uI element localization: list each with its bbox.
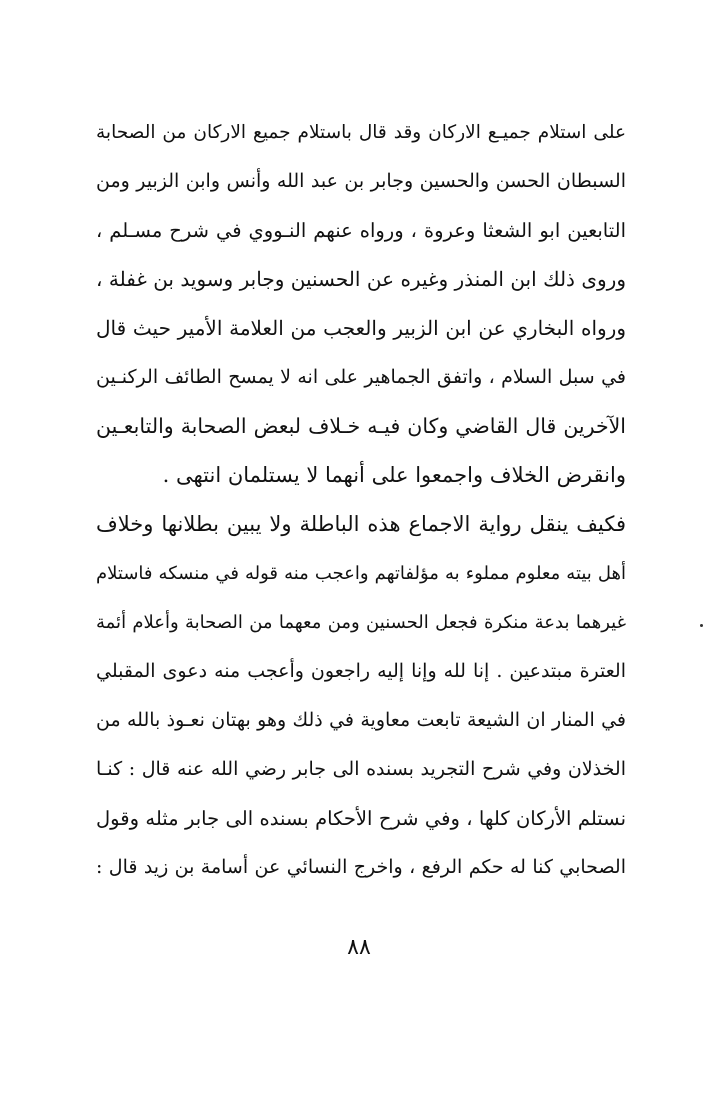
paragraph-2	[96, 500, 626, 892]
scan-speck	[700, 624, 703, 627]
text-line: السبطان الحسن والحسين وجابر بن عبد الله وأنس وابن الزبير ومن	[96, 170, 626, 192]
text-line: وروى ذلك ابن المنذر وغيره عن الحسنين وجابر وسويد بن غفلة ،	[96, 267, 626, 291]
text-line: الصحابي كنا له حكم الرفع ، واخرج النسائي عن أسامة بن زيد قال :	[96, 856, 626, 878]
text-line: غيرهما بدعة منكرة فجعل الحسنين ومن معهما من الصحابة وأعلام أئمة	[96, 612, 626, 633]
text-line: العترة مبتدعين . إنا لله وإنا إليه راجعون وأعجب منه دعوى المقبلي	[96, 660, 626, 682]
text-line: أهل بيته معلوم مملوء به مؤلفاتهم واعجب منه قوله في منسكه فاستلام	[96, 563, 626, 584]
text-line: الآخرين قال القاضي وكان فيـه خـلاف لبعض الصحابة والتابعـين	[96, 414, 626, 438]
text-line: ورواه البخاري عن ابن الزبير والعجب من العلامة الأمير حيث قال	[96, 316, 626, 340]
page-number: ٨٨	[347, 935, 371, 960]
paragraph-1	[96, 108, 626, 500]
text-line: في المنار ان الشيعة تابعت معاوية في ذلك وهو بهتان نعـوذ بالله من	[96, 709, 626, 731]
text-line: نستلم الأركان كلها ، وفي شرح الأحكام بسنده الى جابر مثله وقول	[96, 807, 626, 830]
text-line: التابعين ابو الشعثا وعروة ، ورواه عنهم النـووي في شرح مسـلم ،	[96, 219, 626, 242]
text-line: وانقرض الخلاف واجمعوا على أنهما لا يستلمان انتهى .	[162, 463, 626, 487]
text-line: على استلام جميـع الاركان وقد قال باستلام جميع الاركان من الصحابة	[96, 122, 626, 143]
text-line: فكيف ينقل رواية الاجماع هذه الباطلة ولا يبين بطلانها وخلاف	[96, 512, 626, 536]
text-line: الخذلان وفي شرح التجريد بسنده الى جابر رضي الله عنه قال : كنـا	[96, 758, 626, 780]
text-line: في سبل السلام ، واتفق الجماهير على انه لا يمسح الطائف الركنـين	[96, 366, 626, 388]
